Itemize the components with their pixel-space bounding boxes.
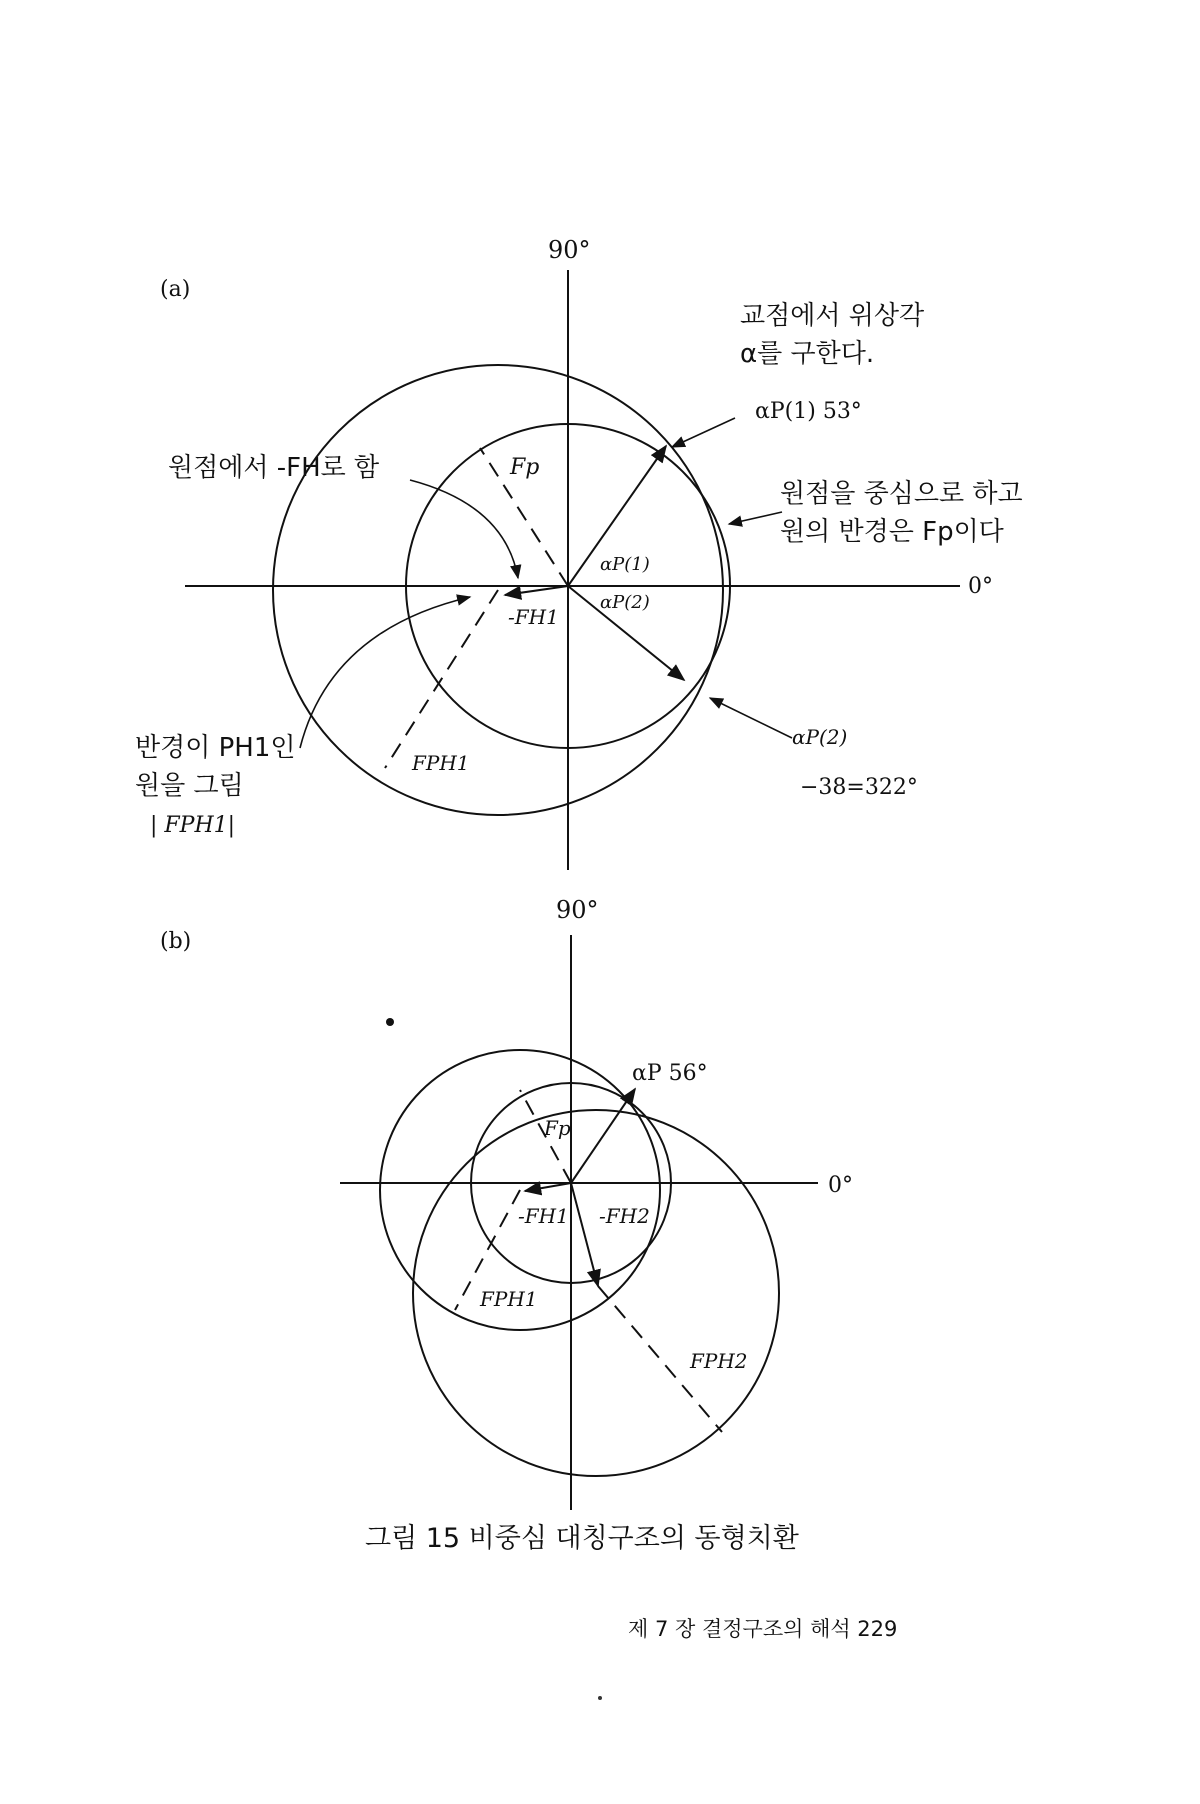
alpha-p-vector-b [571, 1089, 635, 1183]
neg-fh1-vector-b [525, 1183, 571, 1191]
fph1-label-b: FPH1 [480, 1287, 538, 1311]
figure-caption: 그림 15 비중심 대칭구조의 동형치환 [365, 1523, 799, 1554]
fp-circle-pointer-a [729, 512, 782, 524]
alpha-p1-top-label-a: αP(1) 53° [755, 399, 862, 424]
alpha-p2-right-label-a: αP(2) [792, 725, 848, 749]
note-right-line1-a: 원점을 중심으로 하고 [780, 479, 1023, 509]
neg-fh1-label-b: -FH1 [518, 1204, 569, 1228]
note-right-line2-a: 원의 반경은 Fp이다 [780, 517, 1004, 547]
stray-dot-b [386, 1018, 394, 1026]
alpha-p1-pointer-a [672, 418, 735, 447]
fph2-circle-b [413, 1110, 779, 1476]
note-top-line2-a: α를 구한다. [740, 339, 875, 369]
note-origin-a: 원점에서 -FH로 함 [168, 453, 380, 483]
alpha-p1-label-a: αP(1) [600, 554, 650, 575]
neg-fh2-vector-b [571, 1183, 598, 1286]
alpha-p-label-b: αP 56° [632, 1061, 708, 1086]
neg-fh1-vector-a [505, 586, 568, 595]
axis-0-label-b: 0° [828, 1173, 853, 1198]
note-left-line1-a: 반경이 PH1인 [135, 733, 296, 763]
note-left-line3-a: | FPH1| [150, 813, 236, 838]
neg-fh1-label-a: -FH1 [508, 605, 559, 629]
neg-fh2-label-b: -FH2 [599, 1204, 650, 1228]
fph2-label-b: FPH2 [690, 1349, 748, 1373]
page-footer: 제 7 장 결정구조의 해석 229 [628, 1617, 898, 1641]
stray-dot-bottom [598, 1696, 602, 1700]
fph1-radius-dashed-a [385, 590, 498, 768]
axis-0-label-a: 0° [968, 574, 993, 599]
panel-label-a: (a) [160, 277, 191, 302]
alpha-p2-label-a: αP(2) [600, 592, 650, 613]
diagram-a [135, 236, 1023, 870]
origin-note-arrow-a [410, 480, 518, 578]
fph1-label-a: FPH1 [412, 751, 470, 775]
angle-value-label-a: −38=322° [800, 775, 918, 800]
fp-label-a: Fp [510, 455, 540, 480]
diagram-b [160, 896, 853, 1510]
note-top-line1-a: 교점에서 위상각 [740, 301, 925, 331]
axis-90-label-b: 90° [556, 896, 599, 924]
panel-label-b: (b) [160, 929, 192, 954]
fp-label-b: Fp [544, 1116, 571, 1140]
note-left-line2-a: 원을 그림 [135, 771, 244, 801]
alpha-p2-pointer-a [710, 698, 792, 738]
circle-note-arrow-a [300, 597, 470, 748]
axis-90-label-a: 90° [548, 236, 591, 264]
